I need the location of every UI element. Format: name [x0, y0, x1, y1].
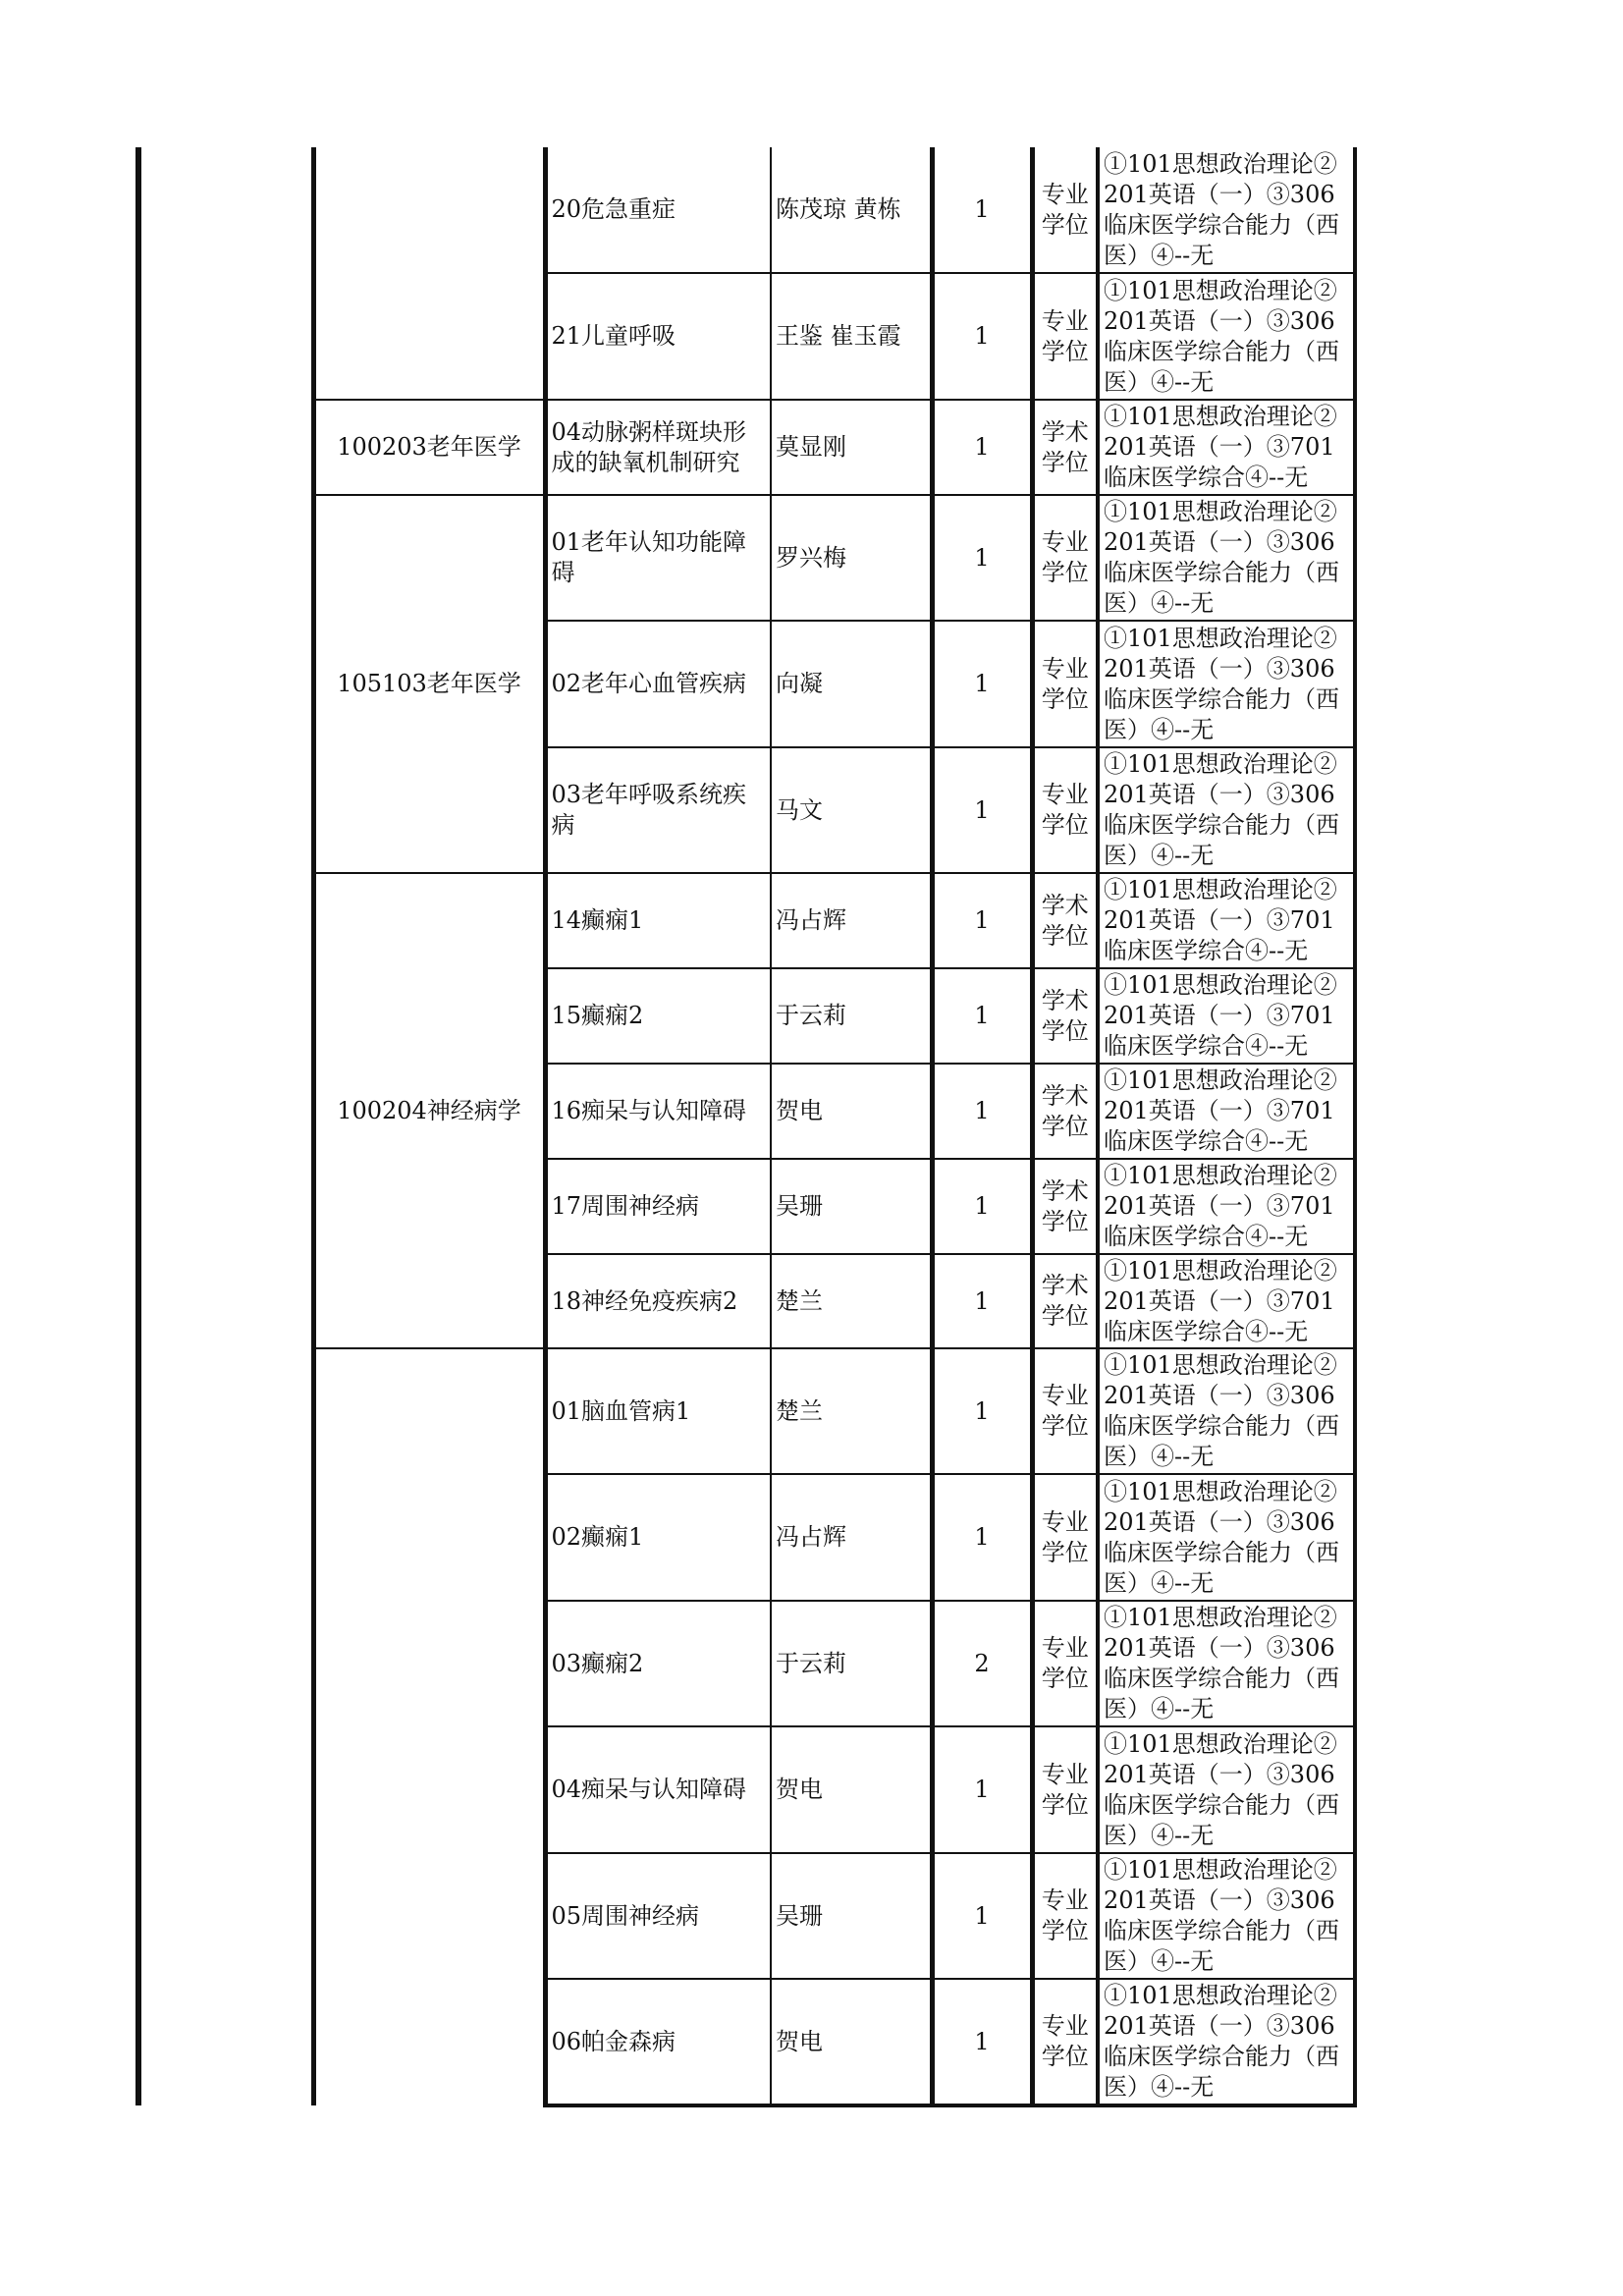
degree-type-cell: 学术学位 — [1032, 400, 1098, 495]
advisor-cell: 楚兰 — [771, 1348, 932, 1474]
direction-cell: 14癫痫1 — [545, 873, 771, 968]
direction-cell: 15癫痫2 — [545, 968, 771, 1064]
exam-subjects-cell: ①101思想政治理论②201英语（一）③306临床医学综合能力（西医）④--无 — [1098, 621, 1355, 747]
exam-subjects-cell: ①101思想政治理论②201英语（一）③306临床医学综合能力（西医）④--无 — [1098, 1726, 1355, 1853]
advisor-cell: 吴珊 — [771, 1159, 932, 1254]
quota-cell: 1 — [932, 747, 1032, 873]
field-cell: 105103老年医学 — [313, 495, 545, 873]
quota-cell: 1 — [932, 400, 1032, 495]
degree-type-cell: 专业学位 — [1032, 1474, 1098, 1601]
field-cell — [313, 147, 545, 400]
advisor-cell: 冯占辉 — [771, 873, 932, 968]
direction-cell: 05周围神经病 — [545, 1853, 771, 1979]
direction-cell: 03老年呼吸系统疾病 — [545, 747, 771, 873]
degree-type-cell: 专业学位 — [1032, 747, 1098, 873]
left-margin-column — [138, 147, 313, 2105]
field-cell — [313, 1348, 545, 2105]
quota-cell: 2 — [932, 1601, 1032, 1726]
degree-type-cell: 专业学位 — [1032, 1979, 1098, 2105]
quota-cell: 1 — [932, 1348, 1032, 1474]
advisor-cell: 于云莉 — [771, 968, 932, 1064]
exam-subjects-cell: ①101思想政治理论②201英语（一）③701临床医学综合④--无 — [1098, 873, 1355, 968]
direction-cell: 02癫痫1 — [545, 1474, 771, 1601]
advisor-cell: 陈茂琼 黄栋 — [771, 147, 932, 273]
degree-type-cell: 专业学位 — [1032, 1601, 1098, 1726]
advisor-cell: 贺电 — [771, 1726, 932, 1853]
quota-cell: 1 — [932, 273, 1032, 400]
table-row — [138, 147, 1355, 273]
advisor-cell: 贺电 — [771, 1979, 932, 2105]
table-row — [138, 873, 1355, 968]
quota-cell: 1 — [932, 873, 1032, 968]
exam-subjects-cell: ①101思想政治理论②201英语（一）③701临床医学综合④--无 — [1098, 1159, 1355, 1254]
exam-subjects-cell: ①101思想政治理论②201英语（一）③701临床医学综合④--无 — [1098, 1064, 1355, 1159]
direction-cell: 17周围神经病 — [545, 1159, 771, 1254]
table-row — [138, 1348, 1355, 1474]
degree-type-cell: 学术学位 — [1032, 1254, 1098, 1348]
field-cell: 100203老年医学 — [313, 400, 545, 495]
advisor-cell: 贺电 — [771, 1064, 932, 1159]
exam-subjects-cell: ①101思想政治理论②201英语（一）③701临床医学综合④--无 — [1098, 1254, 1355, 1348]
advisor-cell: 王鉴 崔玉霞 — [771, 273, 932, 400]
direction-cell: 16痴呆与认知障碍 — [545, 1064, 771, 1159]
degree-type-cell: 专业学位 — [1032, 1348, 1098, 1474]
degree-type-cell: 学术学位 — [1032, 1159, 1098, 1254]
field-cell: 100204神经病学 — [313, 873, 545, 1348]
direction-cell: 03癫痫2 — [545, 1601, 771, 1726]
enrollment-table — [135, 147, 1357, 2107]
degree-type-cell: 专业学位 — [1032, 273, 1098, 400]
direction-cell: 04动脉粥样斑块形成的缺氧机制研究 — [545, 400, 771, 495]
exam-subjects-cell: ①101思想政治理论②201英语（一）③701临床医学综合④--无 — [1098, 968, 1355, 1064]
exam-subjects-cell: ①101思想政治理论②201英语（一）③306临床医学综合能力（西医）④--无 — [1098, 1853, 1355, 1979]
direction-cell: 18神经免疫疾病2 — [545, 1254, 771, 1348]
advisor-cell: 马文 — [771, 747, 932, 873]
degree-type-cell: 专业学位 — [1032, 495, 1098, 621]
table-row — [138, 495, 1355, 621]
advisor-cell: 于云莉 — [771, 1601, 932, 1726]
quota-cell: 1 — [932, 147, 1032, 273]
direction-cell: 21儿童呼吸 — [545, 273, 771, 400]
quota-cell: 1 — [932, 968, 1032, 1064]
advisor-cell: 吴珊 — [771, 1853, 932, 1979]
quota-cell: 1 — [932, 1064, 1032, 1159]
advisor-cell: 冯占辉 — [771, 1474, 932, 1601]
exam-subjects-cell: ①101思想政治理论②201英语（一）③306临床医学综合能力（西医）④--无 — [1098, 273, 1355, 400]
quota-cell: 1 — [932, 1254, 1032, 1348]
direction-cell: 02老年心血管疾病 — [545, 621, 771, 747]
quota-cell: 1 — [932, 1979, 1032, 2105]
exam-subjects-cell: ①101思想政治理论②201英语（一）③306临床医学综合能力（西医）④--无 — [1098, 147, 1355, 273]
degree-type-cell: 学术学位 — [1032, 873, 1098, 968]
degree-type-cell: 专业学位 — [1032, 1853, 1098, 1979]
degree-type-cell: 学术学位 — [1032, 1064, 1098, 1159]
quota-cell: 1 — [932, 1853, 1032, 1979]
exam-subjects-cell: ①101思想政治理论②201英语（一）③306临床医学综合能力（西医）④--无 — [1098, 1348, 1355, 1474]
exam-subjects-cell: ①101思想政治理论②201英语（一）③306临床医学综合能力（西医）④--无 — [1098, 1979, 1355, 2105]
quota-cell: 1 — [932, 1726, 1032, 1853]
quota-cell: 1 — [932, 621, 1032, 747]
exam-subjects-cell: ①101思想政治理论②201英语（一）③306临床医学综合能力（西医）④--无 — [1098, 1601, 1355, 1726]
degree-type-cell: 专业学位 — [1032, 147, 1098, 273]
direction-cell: 01脑血管病1 — [545, 1348, 771, 1474]
advisor-cell: 向凝 — [771, 621, 932, 747]
advisor-cell: 楚兰 — [771, 1254, 932, 1348]
direction-cell: 04痴呆与认知障碍 — [545, 1726, 771, 1853]
direction-cell: 20危急重症 — [545, 147, 771, 273]
quota-cell: 1 — [932, 1474, 1032, 1601]
degree-type-cell: 学术学位 — [1032, 968, 1098, 1064]
quota-cell: 1 — [932, 1159, 1032, 1254]
advisor-cell: 莫显刚 — [771, 400, 932, 495]
advisor-cell: 罗兴梅 — [771, 495, 932, 621]
direction-cell: 01老年认知功能障碍 — [545, 495, 771, 621]
degree-type-cell: 专业学位 — [1032, 1726, 1098, 1853]
direction-cell: 06帕金森病 — [545, 1979, 771, 2105]
exam-subjects-cell: ①101思想政治理论②201英语（一）③306临床医学综合能力（西医）④--无 — [1098, 495, 1355, 621]
table-row — [138, 400, 1355, 495]
exam-subjects-cell: ①101思想政治理论②201英语（一）③306临床医学综合能力（西医）④--无 — [1098, 747, 1355, 873]
exam-subjects-cell: ①101思想政治理论②201英语（一）③306临床医学综合能力（西医）④--无 — [1098, 1474, 1355, 1601]
quota-cell: 1 — [932, 495, 1032, 621]
exam-subjects-cell: ①101思想政治理论②201英语（一）③701临床医学综合④--无 — [1098, 400, 1355, 495]
degree-type-cell: 专业学位 — [1032, 621, 1098, 747]
